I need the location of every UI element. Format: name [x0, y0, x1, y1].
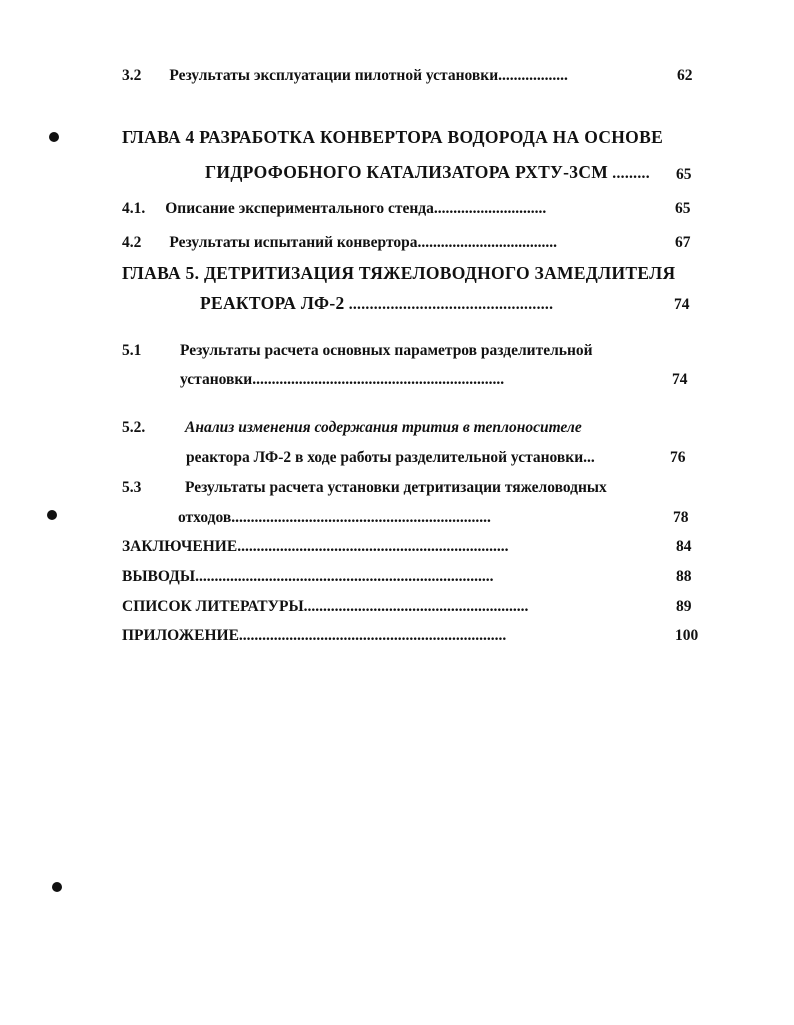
toc-entry-appendix: ПРИЛОЖЕНИЕ.....................................................................	[122, 627, 507, 644]
chapter-4-title-cont: ГИДРОФОБНОГО КАТАЛИЗАТОРА РХТУ-3СМ .........	[205, 162, 650, 182]
toc-entry-4-1: 4.1. Описание экспериментального стенда.............................	[122, 200, 547, 217]
entry-number: 5.2.	[122, 419, 146, 436]
entry-title: Результаты эксплуатации пилотной установки	[169, 67, 499, 84]
entry-title: Результаты испытаний конвертора	[169, 234, 418, 251]
toc-entry-5-1-cont: установки.................................................................	[180, 371, 505, 388]
scan-mark	[47, 510, 57, 520]
entry-page: 89	[676, 598, 692, 615]
toc-entry-5-3-cont: отходов...................................................................	[178, 509, 491, 526]
entry-page: 100	[675, 627, 699, 644]
entry-page: 74	[674, 296, 690, 313]
entry-number: 5.3	[122, 479, 142, 496]
entry-page: 88	[676, 568, 692, 585]
entry-page: 74	[672, 371, 688, 388]
entry-page: 84	[676, 538, 692, 555]
entry-page: 62	[677, 67, 693, 84]
toc-entry-5-2: Анализ изменения содержания трития в теплоносителе	[185, 419, 582, 436]
entry-number: 4.1.	[122, 200, 146, 217]
chapter-5-title-cont: РЕАКТОРА ЛФ-2 .................................................	[200, 293, 554, 313]
toc-entry-5-3: Результаты расчета установки детритизации тяжеловодных	[185, 479, 607, 496]
entry-page: 78	[673, 509, 689, 526]
toc-entry-conclusion: ЗАКЛЮЧЕНИЕ......................................................................	[122, 538, 509, 555]
toc-entry-vyvody: ВЫВОДЫ.............................................................................	[122, 568, 494, 585]
entry-page: 67	[675, 234, 691, 251]
scan-mark	[52, 882, 62, 892]
toc-entry-5-2-cont: реактора ЛФ-2 в ходе работы разделительной установки...	[186, 449, 595, 466]
entry-title: Описание экспериментального стенда	[165, 200, 434, 217]
chapter-5-title: ГЛАВА 5. ДЕТРИТИЗАЦИЯ ТЯЖЕЛОВОДНОГО ЗАМЕДЛИТЕЛЯ	[122, 263, 676, 283]
scan-mark	[49, 132, 59, 142]
entry-number: 5.1	[122, 342, 142, 359]
toc-entry-3-2: 3.2 Результаты эксплуатации пилотной установки..................	[122, 67, 568, 84]
toc-entry-5-1: Результаты расчета основных параметров разделительной	[180, 342, 593, 359]
entry-number: 3.2	[122, 67, 142, 84]
entry-page: 76	[670, 449, 686, 466]
toc-entry-4-2: 4.2 Результаты испытаний конвертора....................................	[122, 234, 557, 251]
entry-page: 65	[675, 200, 691, 217]
entry-number: 4.2	[122, 234, 142, 251]
chapter-4-title: ГЛАВА 4 РАЗРАБОТКА КОНВЕРТОРА ВОДОРОДА НА ОСНОВЕ	[122, 127, 664, 147]
entry-page: 65	[676, 166, 692, 183]
toc-entry-literature: СПИСОК ЛИТЕРАТУРЫ..........................................................	[122, 598, 529, 615]
